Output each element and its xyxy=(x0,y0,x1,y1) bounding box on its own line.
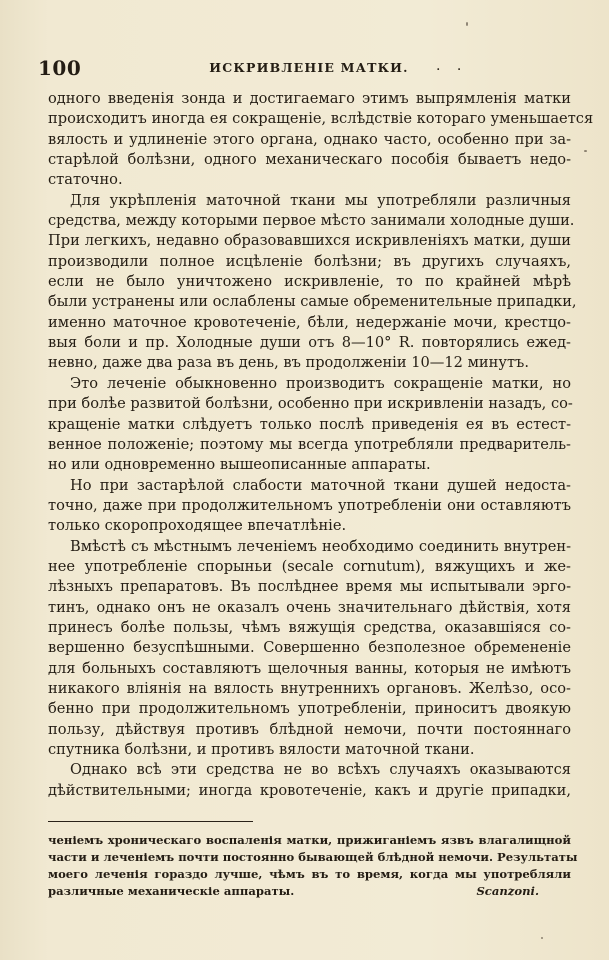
paragraph xyxy=(48,89,594,191)
text-line: нее употребленіе спорыньи (secale cornutum), вяжущихъ и же- xyxy=(48,557,571,575)
paragraph xyxy=(48,374,571,476)
text-line: венное положеніе; поэтому мы всегда употребляли предваритель- xyxy=(48,435,571,453)
text-line: Но при застарѣлой слабости маточной ткани душей недоста- xyxy=(70,476,571,494)
footnote-line: части и леченіемъ почти постоянно бывающей блѣдной немочи. Результаты xyxy=(48,850,578,864)
text-line: при болѣе развитой болѣзни, особенно при искривленіи назадъ, со- xyxy=(48,395,573,413)
text-line: Вмѣстѣ съ мѣстнымъ леченіемъ необходимо соединить внутрен- xyxy=(70,537,571,555)
text-line: принесъ болѣе пользы, чѣмъ вяжущія средства, оказавшіяся со- xyxy=(48,618,571,636)
text-line: кращеніе матки слѣдуетъ только послѣ приведенія ея въ естест- xyxy=(48,415,571,433)
text-line: но или одновременно вышеописанные аппараты. xyxy=(48,456,431,474)
footnote-line: ченіемъ хроническаго воспаленія матки, прижиганіемъ язвъ влагалищной xyxy=(48,833,571,847)
running-title: ИСКРИВЛЕНІЕ МАТКИ. xyxy=(209,60,409,75)
text-line: тинъ, однако онъ не оказалъ очень значительнаго дѣйствія, хотя xyxy=(48,598,571,616)
text-line: никакого вліянія на вялость внутреннихъ органовъ. Желѣзо, осо- xyxy=(48,679,571,697)
text-line: дѣйствительными; иногда кровотеченіе, какъ и другіе припадки, xyxy=(48,781,571,799)
footnote-attribution: Scanzoni. xyxy=(476,884,539,898)
text-line: были устранены или ослаблены самые обременительные припадки, xyxy=(48,293,577,311)
text-line: Однако всѣ эти средства не во всѣхъ случаяхъ оказываются xyxy=(70,761,571,779)
paragraph xyxy=(48,476,571,537)
text-line: При легкихъ, недавно образовавшихся искривленіяхъ матки, души xyxy=(48,232,571,250)
page-number: 100 xyxy=(38,56,82,80)
text-line: статочно. xyxy=(48,171,123,189)
text-line: Это леченіе обыкновенно производитъ сокращеніе матки, но xyxy=(70,374,571,392)
text-line: Для укрѣпленія маточной ткани мы употребляли различныя xyxy=(70,191,571,209)
text-line: производили полное исцѣленіе болѣзни; въ другихъ случаяхъ, xyxy=(48,252,571,270)
text-line: одного введенія зонда и достигаемаго этимъ выпрямленія матки xyxy=(48,90,571,107)
text-line: вершенно безуспѣшными. Совершенно безполезное обремененіе xyxy=(48,639,571,657)
paragraph xyxy=(48,191,577,374)
text-line: происходитъ иногда ея сокращеніе, вслѣдствіе котораго уменьшается xyxy=(48,110,594,128)
text-line: бенно при продолжительномъ употребленіи, приноситъ двоякую xyxy=(48,700,571,718)
main-text xyxy=(48,89,594,801)
text-line: спутника болѣзни, и противъ вялости маточной ткани. xyxy=(48,741,475,758)
header-dots: . . xyxy=(436,58,468,74)
footnote xyxy=(48,832,578,900)
text-line: выя боли и пр. Холодные души отъ 8—10° R. повторялись ежед- xyxy=(48,334,571,352)
text-line: если не было уничтожено искривленіе, то по крайней мѣрѣ xyxy=(48,273,571,291)
text-line: вялость и удлиненіе этого органа, однако часто, особенно при за- xyxy=(48,130,571,148)
text-line: пользу, дѣйствуя противъ блѣдной немочи, почти постояннаго xyxy=(48,720,571,738)
text-line: лѣзныхъ препаратовъ. Въ послѣднее время мы испытывали эрго- xyxy=(48,578,571,596)
paragraph xyxy=(48,760,571,801)
text-line: старѣлой болѣзни, одного механическаго пособія бываетъ недо- xyxy=(48,151,571,169)
text-line: именно маточное кровотеченіе, бѣли, недержаніе мочи, крестцо- xyxy=(48,313,571,331)
text-line: только скоропроходящее впечатлѣніе. xyxy=(48,517,347,535)
paragraph xyxy=(48,537,571,761)
footnote-line: моего леченія гораздо лучше, чѣмъ въ то время, когда мы употребляли xyxy=(48,867,571,881)
footnote-line: различные механическіе аппараты. Scanzoni. xyxy=(48,884,539,898)
text-line: невно, даже два раза въ день, въ продолженіи 10—12 минутъ. xyxy=(48,354,529,372)
text-line: точно, даже при продолжительномъ употребленіи они оставляютъ xyxy=(48,496,571,514)
page-header xyxy=(38,56,580,80)
text-line: для больныхъ составляютъ щелочныя ванны, которыя не имѣютъ xyxy=(48,659,571,677)
text-line: средства, между которыми первое мѣсто занимали холодные души. xyxy=(48,212,575,230)
footnote-divider xyxy=(48,821,253,822)
